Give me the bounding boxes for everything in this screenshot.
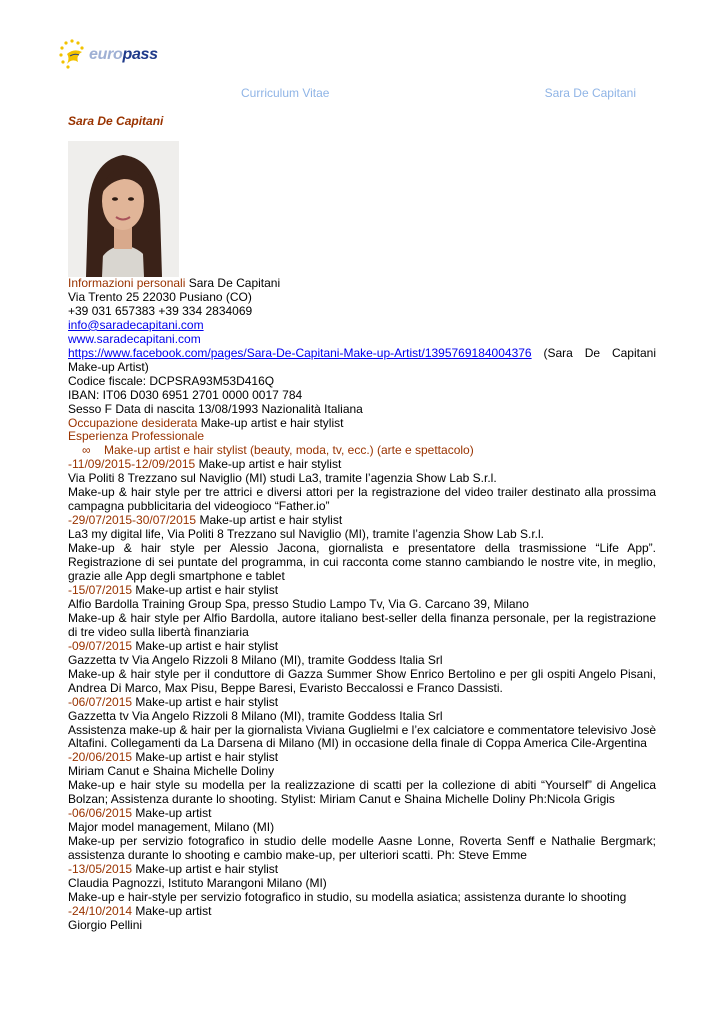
job-description: Make-up & hair style per il conduttore di Gazza Summer Show Enrico Bertolino e per gli ospiti Angelo Pisani, Andrea Di Marco, Max Pisu, Beppe Baresi, Evaristo Beccalossi e Franco Dassisti. [68, 666, 656, 695]
job-role: Make-up artist [135, 806, 212, 821]
iban: IBAN: IT06 D030 6951 2701 0000 0017 784 [68, 387, 303, 402]
job-role: Make-up artist e hair stylist [135, 582, 279, 597]
job-entry [68, 514, 656, 584]
cv-name-title: Sara De Capitani [68, 114, 164, 128]
job-entry [68, 696, 656, 752]
job-heading [68, 640, 656, 654]
job-heading [68, 458, 656, 472]
codice-fiscale: Codice fiscale: DCPSRA93M53D416Q [68, 373, 275, 388]
job-place: Via Politi 8 Trezzano sul Naviglio (MI) studi La3, tramite l’agenzia Show Lab S.r.l. [68, 471, 497, 486]
europass-stars-icon [58, 38, 92, 72]
job-list [68, 458, 656, 932]
job-role: Make-up artist e hair stylist [135, 862, 279, 877]
occupation-value: Make-up artist e hair stylist [200, 415, 344, 430]
profile-photo [68, 141, 179, 277]
job-description: Make-up e hair-style per servizio fotografico in studio, su modella asiatica; assistenza durante lo shooting [68, 889, 627, 904]
facebook-page-name: (Sara De Capitani Make-up Artist) [68, 345, 656, 374]
job-dates: -29/07/2015-30/07/2015 [68, 513, 197, 528]
personal-info-name-line: Informazioni personali Sara De Capitani [68, 276, 281, 290]
job-dates: -09/07/2015 [68, 638, 133, 653]
job-role: Make-up artist e hair stylist [198, 457, 342, 472]
europass-logo [58, 38, 158, 72]
infinity-bullet-icon: ∞ [82, 443, 91, 458]
job-place: Gazzetta tv Via Angelo Rizzoli 8 Milano (MI), tramite Goddess Italia Srl [68, 652, 443, 667]
job-description: Make-up & hair style per tre attrici e diversi attori per la registrazione del video trailer destinato alla prossima campagna pubblicitaria del videogioco “Father.io” [68, 485, 656, 514]
job-heading [68, 807, 656, 821]
header-person-name: Sara De Capitani [544, 86, 636, 100]
job-place: Miriam Canut e Shaina Michelle Doliny [68, 764, 275, 779]
job-heading [68, 584, 656, 598]
phone-numbers: +39 031 657383 +39 334 2834069 [68, 303, 253, 318]
job-place: Claudia Pagnozzi, Istituto Marangoni Milano (MI) [68, 875, 327, 890]
job-entry [68, 584, 656, 640]
job-description: Make-up per servizio fotografico in studio delle modelle Aasne Lonne, Roverta Senff e Nathalie Bergmark; assistenza durante lo shooting e cambio make-up, per ulteriori scatti. Ph: Steve Emme [68, 834, 656, 863]
email-link[interactable]: info@saradecapitani.com [68, 317, 204, 332]
job-entry [68, 905, 656, 933]
job-dates: -06/07/2015 [68, 694, 133, 709]
job-role: Make-up artist e hair stylist [135, 694, 279, 709]
job-place: Giorgio Pellini [68, 917, 143, 932]
experience-bullet: ∞ Make-up artist e hair stylist (beauty, moda, tv, ecc.) (arte e spettacolo) [82, 443, 474, 458]
facebook-link[interactable]: https://www.facebook.com/pages/Sara-De-Capitani-Make-up-Artist/1395769184004376 [68, 345, 532, 360]
job-role: Make-up artist e hair stylist [135, 750, 279, 765]
job-dates: -06/06/2015 [68, 806, 133, 821]
address: Via Trento 25 22030 Pusiano (CO) [68, 289, 252, 304]
europass-wordmark: europass [89, 46, 158, 63]
job-dates: -20/06/2015 [68, 750, 133, 765]
job-place: La3 my digital life, Via Politi 8 Trezzano sul Naviglio (MI), tramite l’agenzia Show Lab S.r.l. [68, 527, 544, 542]
header-doc-title: Curriculum Vitae [241, 86, 330, 100]
job-entry [68, 751, 656, 807]
job-heading [68, 863, 656, 877]
job-dates: -24/10/2014 [68, 903, 133, 918]
personal-details: Sesso F Data di nascita 13/08/1993 Nazionalità Italiana [68, 401, 363, 416]
job-entry [68, 640, 656, 696]
cv-body [68, 277, 656, 933]
experience-heading: Esperienza Professionale [68, 429, 205, 444]
job-description: Assistenza make-up & hair per la giornalista Viviana Guglielmi e l’ex calciatore e commentatore televisivo Josè Altafini. Collegamenti da La Darsena di Milano (MI) in occasione della finale di Coppa America Cile-Argentina [68, 722, 656, 751]
job-dates: -11/09/2015-12/09/2015 [68, 457, 196, 472]
job-entry [68, 458, 656, 514]
job-role: Make-up artist e hair stylist [199, 513, 343, 528]
job-description: Make-up & hair style per Alfio Bardolla, autore italiano best-seller della finanza personale, per la registrazione di tre video sulla libertà finanziaria [68, 610, 656, 639]
job-role: Make-up artist e hair stylist [135, 638, 279, 653]
job-description: Make-up e hair style su modella per la realizzazione di scatti per la collezione di abiti “Yourself” di Angelica Bolzan; Assistenza durante lo shooting. Stylist: Miriam Canut e Shaina Michelle Doliny Ph:Nicola Grigis [68, 778, 656, 807]
job-place: Major model management, Milano (MI) [68, 820, 275, 835]
website-link[interactable]: www.saradecapitani.com [68, 331, 201, 346]
personal-info-label: Informazioni personali [68, 276, 186, 290]
job-entry [68, 863, 656, 905]
occupation-line [68, 417, 656, 431]
job-place: Gazzetta tv Via Angelo Rizzoli 8 Milano (MI), tramite Goddess Italia Srl [68, 708, 443, 723]
job-heading [68, 905, 656, 919]
job-dates: -13/05/2015 [68, 862, 133, 877]
job-place: Alfio Bardolla Training Group Spa, presso Studio Lampo Tv, Via G. Carcano 39, Milano [68, 596, 529, 611]
job-heading [68, 696, 656, 710]
job-heading [68, 751, 656, 765]
job-role: Make-up artist [135, 903, 212, 918]
job-entry [68, 807, 656, 863]
job-dates: -15/07/2015 [68, 582, 133, 597]
job-description: Make-up & hair style per Alessio Jacona, giornalista e presentatore della trasmissione “Life App”. Registrazione di sei puntate del programma, in cui racconta come stanno cambiando le nostre vite, in meglio, grazie alle App degli smartphone e tablet [68, 541, 656, 584]
job-heading [68, 514, 656, 528]
occupation-label: Occupazione desiderata [68, 415, 198, 430]
